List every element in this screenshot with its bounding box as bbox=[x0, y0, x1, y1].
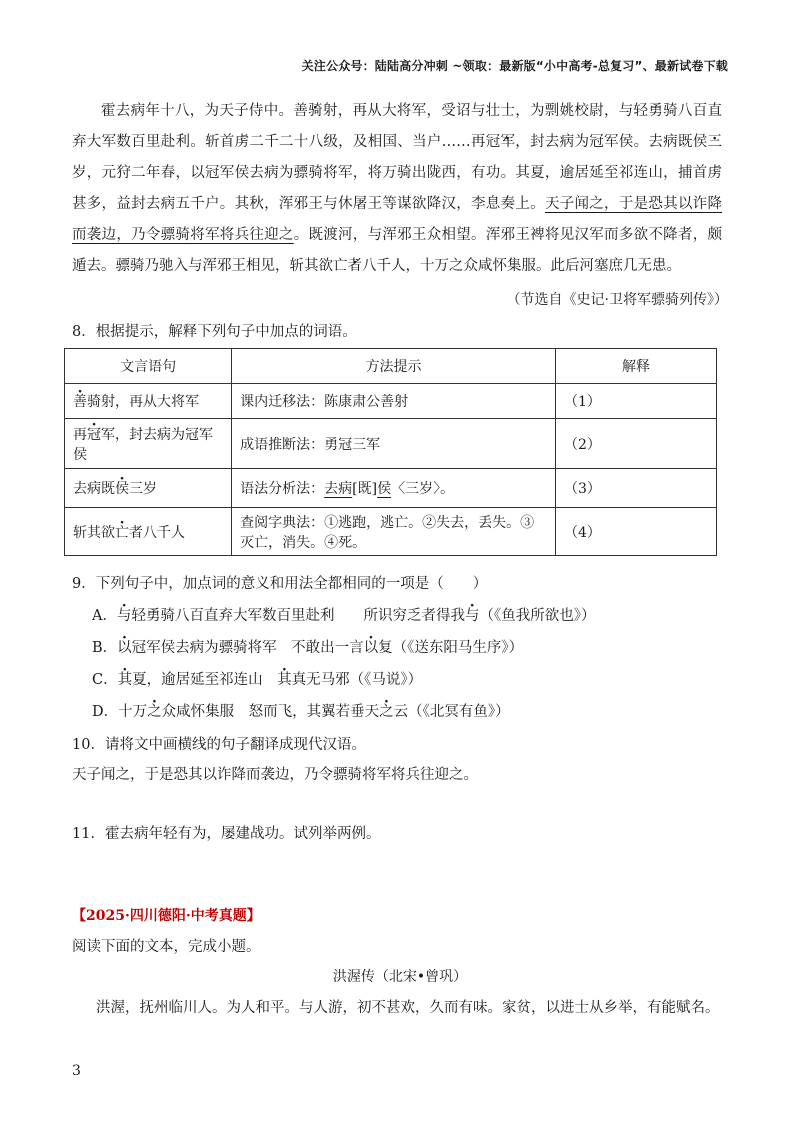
table-row: 斩其欲亡者八千人 查阅字典法：①逃跑，逃亡。②失去，丢失。③灭亡，消失。④死。 （4） bbox=[65, 508, 717, 556]
table-header: 解释 bbox=[555, 349, 716, 384]
table-row: 善骑射，再从大将军 课内迁移法：陈康肃公善射 （1） bbox=[65, 384, 717, 419]
table-row: 去病既侯三岁 语法分析法：去病[既]侯〈三岁〉。 （3） bbox=[65, 469, 717, 508]
page-number: 3 bbox=[72, 1063, 81, 1079]
question-10-sentence: 天子闻之，于是恐其以诈降而袭边，乃令骠骑将军将兵往迎之。 bbox=[72, 767, 478, 783]
underlined-sentence: 天子闻之，于是恐其以诈降而袭边，乃令骠骑将军将兵往迎之 bbox=[72, 196, 723, 243]
text-title: 洪渥传（北宋•曾巩） bbox=[332, 969, 468, 985]
reading-instruction: 阅读下面的文本，完成小题。 bbox=[72, 939, 261, 955]
source-citation: （节选自《史记·卫将军骠骑列传》） bbox=[506, 292, 728, 308]
table-header-row bbox=[65, 349, 717, 384]
passage: 霍去病年十八，为天子侍中。善 ·骑射，再从大将军，受诏与壮士，为剽姚校尉，与轻勇骑八百直弃大军数百里赴利。斩首虏二千二十八级，及相国、当户……再冠 ·军，封去病为冠军侯。去病既侯 ·三岁，元狩二年春，以冠军侯去病为骠骑将军，将万骑出陇西，有功。其夏，逾居延至祁连山，捕首虏甚多，益封去病五千户。其秋，浑邪王与休屠王等谋欲降汉，李息奏上。天子闻之，于是恐其以诈降而袭边，乃令骠骑将军将兵往迎之。既渡河，与浑邪王众相望。浑邪王裨将见汉军而多欲不降者，颇遁去。骠骑乃驰入与浑邪王相见，斩其欲亡 ·者八千人，十万之众咸怀集服。此后河塞庶几无患。 bbox=[72, 96, 722, 282]
page-header: 关注公众号：陆陆高分冲刺 ~领取：最新版“小中高考-总复习”、最新试卷下载 bbox=[301, 59, 728, 73]
option-b[interactable]: B．以冠军侯去病为骠骑将军 不敢出一言以复（《送东阳马生序》） bbox=[92, 640, 524, 656]
text-paragraph: 洪渥，抚州临川人。为人和平。与人游，初不甚欢，久而有味。家贫，以进士从乡举，有能赋名。 bbox=[96, 1000, 720, 1016]
option-d[interactable]: D．十万之众咸怀集服 怒而飞，其翼若垂天之云（《北冥有鱼》） bbox=[92, 704, 510, 720]
hint-table bbox=[64, 348, 717, 556]
table-row: 再冠军，封去病为冠军侯 成语推断法：勇冠三军 （2） bbox=[65, 419, 717, 469]
question-10: 10．请将文中画横线的句子翻译成现代汉语。 bbox=[72, 737, 366, 753]
option-a[interactable]: A．与轻勇骑八百直弃大军数百里赴利 所识穷乏者得我与（《鱼我所欲也》） bbox=[92, 608, 596, 624]
question-9: 9．下列句子中，加点词的意义和用法全都相同的一项是（ ） bbox=[72, 576, 488, 592]
exam-source-tag: 【2025·四川德阳·中考真题】 bbox=[72, 908, 261, 924]
question-8: 8．根据提示，解释下列句子中加点的词语。 bbox=[72, 324, 357, 340]
table-header: 方法提示 bbox=[232, 349, 556, 384]
table-header: 文言语句 bbox=[65, 349, 232, 384]
question-11: 11．霍去病年轻有为，屡建战功。试列举两例。 bbox=[72, 826, 381, 842]
option-c[interactable]: C．其夏，逾居延至祁连山 其真无马邪（《马说》） bbox=[92, 672, 423, 688]
